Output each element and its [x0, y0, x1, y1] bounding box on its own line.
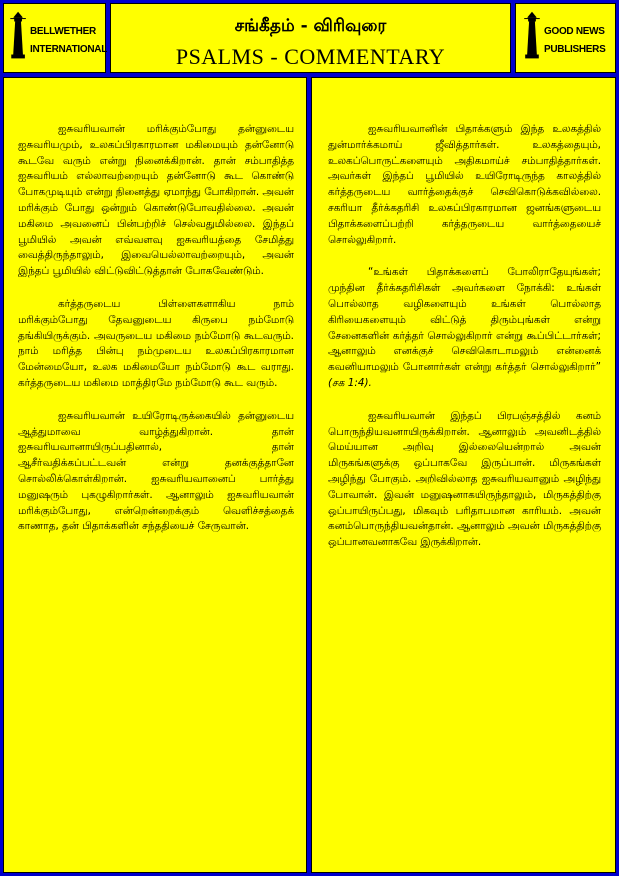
page-title-english: PSALMS - COMMENTARY	[175, 44, 446, 69]
logo-right-line2: PUBLISHERS	[544, 44, 606, 55]
logo-left-line1: BELLWETHER	[30, 26, 96, 37]
quote-citation: (சக 1:4).	[328, 376, 372, 389]
page-title-tamil: சங்கீதம் - விரிவுரை	[234, 16, 387, 36]
right-paragraph-1: ஐசுவரியவானின் பிதாக்களும் இந்த உலகத்தில் துன்மார்க்கமாய் ஜீவித்தார்கள். உலகத்தையும், உலகப்பொருட்களையும் அதிகமாய்ச் சம்பாதித்தார்கள். அவர்கள் இந்தப் பூமியில் உயிரோடிருந்த காலத்தில் கர்த்தருடைய வார்த்தைக்குச் செவிகொடுக்கவில்லை. சகரியா தீர்க்கதரிசி உலகப்பிரகாரமான ஜனங்களுடைய பிதாக்களைப்பற்றி கர்த்தருடைய வார்த்தையைச் சொல்லுகிறார்.	[328, 123, 601, 246]
logo-right-line1: GOOD NEWS	[544, 26, 605, 37]
right-quote-paragraph	[328, 265, 601, 391]
left-paragraph-1: ஐசுவரியவான் மரிக்கும்போது தன்னுடைய ஐசுவரியமும், உலகப்பிரகாரமான மகிமையும் தன்னோடு கூடவே வரும் என்று நினைக்கிறான். தான் சம்பாதித்த ஐசுவரியம் எல்லாவற்றையும் தன்னோடு கூட கொண்டு போகமுடியும் என்று நினைத்து ஏமாந்து போகிறான். அவன் மரிக்கும் போது ஒன்றும் கொண்டுபோவதில்லை. அவன் மகிமை அவனைப் பின்பற்றிச் செல்வதுமில்லை. இந்தப் பூமியில் அவன் எவ்வளவு ஐசுவரியத்தை சேமித்து வைத்திருந்தாலும், இவையெல்லாவற்றையும், அவன் இந்தப் பூமியில் விட்டுவிட்டுத்தான் போகவேண்டும்.	[18, 123, 294, 278]
good-news-logo	[515, 3, 616, 73]
title-box	[110, 3, 511, 73]
bellwether-logo	[3, 3, 106, 73]
logo-left-line2: INTERNATIONAL	[30, 44, 108, 55]
right-paragraph-3: ஐசுவரியவான் இந்தப் பிரபஞ்சத்தில் கனம் பொருந்தியவனாயிருக்கிறான். ஆனாலும் அவனிடத்தில் மெய்யான அறிவு இல்லையென்றால் அவன் மிருகங்களுக்கு ஒப்பாகவே இருப்பான். மிருகங்கள் அழிந்து போகும். அறிவில்லாத ஐசுவரியவானும் அழிந்து போவான். இவன் மனுஷனாகயிருந்தாலும், மிருகத்திற்கு ஒப்பாயிருப்பது, மிகவும் பரிதாபமான காரியம். அவன் கனம்பொருந்தியவன்தான். ஆனாலும் அவன் மிருகத்திற்கு ஒப்பானவனாகவே இருக்கிறான்.	[328, 409, 601, 549]
left-column	[3, 77, 307, 873]
left-paragraph-2: கர்த்தருடைய பிள்ளைகளாகிய நாம் மரிக்கும்போது தேவனுடைய கிருபை நம்மோடு தங்கியிருக்கும். அவருடைய மகிமை நம்மோடு கூடவரும். நாம் மரித்த பின்பு நம்முடைய உலகப்பிரகாரமான மேன்மையோ, உலக மகிமையோ நம்மோடு கூட வராது. கர்த்தருடைய மகிமை மாத்திரமே நம்மோடு கூட வரும்.	[18, 297, 294, 389]
left-paragraph-3: ஐசுவரியவான் உயிரோடிருக்கையில் தன்னுடைய ஆத்துமாவை வாழ்த்துகிறான். தான் ஐசுவரியவானாயிருப்பதினால், தான் ஆசீர்வதிக்கப்பட்டவன் என்று தனக்குத்தானே சொல்லிக்கொள்கிறான். ஐசுவரியவானைப் பார்த்து மனுஷரும் புகழுகிறார்கள். ஆனாலும் ஐசுவரியவான் மரிக்கும்போது, என்றென்றைக்கும் வெளிச்சத்தைக் காணாத, தன் பிதாக்களின் சந்ததியைச் சேருவான்.	[18, 409, 294, 533]
right-column	[311, 77, 616, 873]
quote-text: “உங்கள் பிதாக்களைப் போலிராதேயுங்கள்; முந்தின தீர்க்கதரிசிகள் அவர்களை நோக்கி: உங்கள் பொல்லாத வழிகளையும் உங்கள் பொல்லாத கிரியைகளையும் விட்டுத் திரும்புங்கள் என்று சேனைகளின் கர்த்தர் சொல்லுகிறார் என்று கூப்பிட்டார்கள்; ஆனாலும் எனக்குச் செவிகொடாமலும் என்னைக் கவனியாமலும் போனார்கள் என்று கர்த்தர் சொல்லுகிறார்”	[328, 266, 601, 374]
